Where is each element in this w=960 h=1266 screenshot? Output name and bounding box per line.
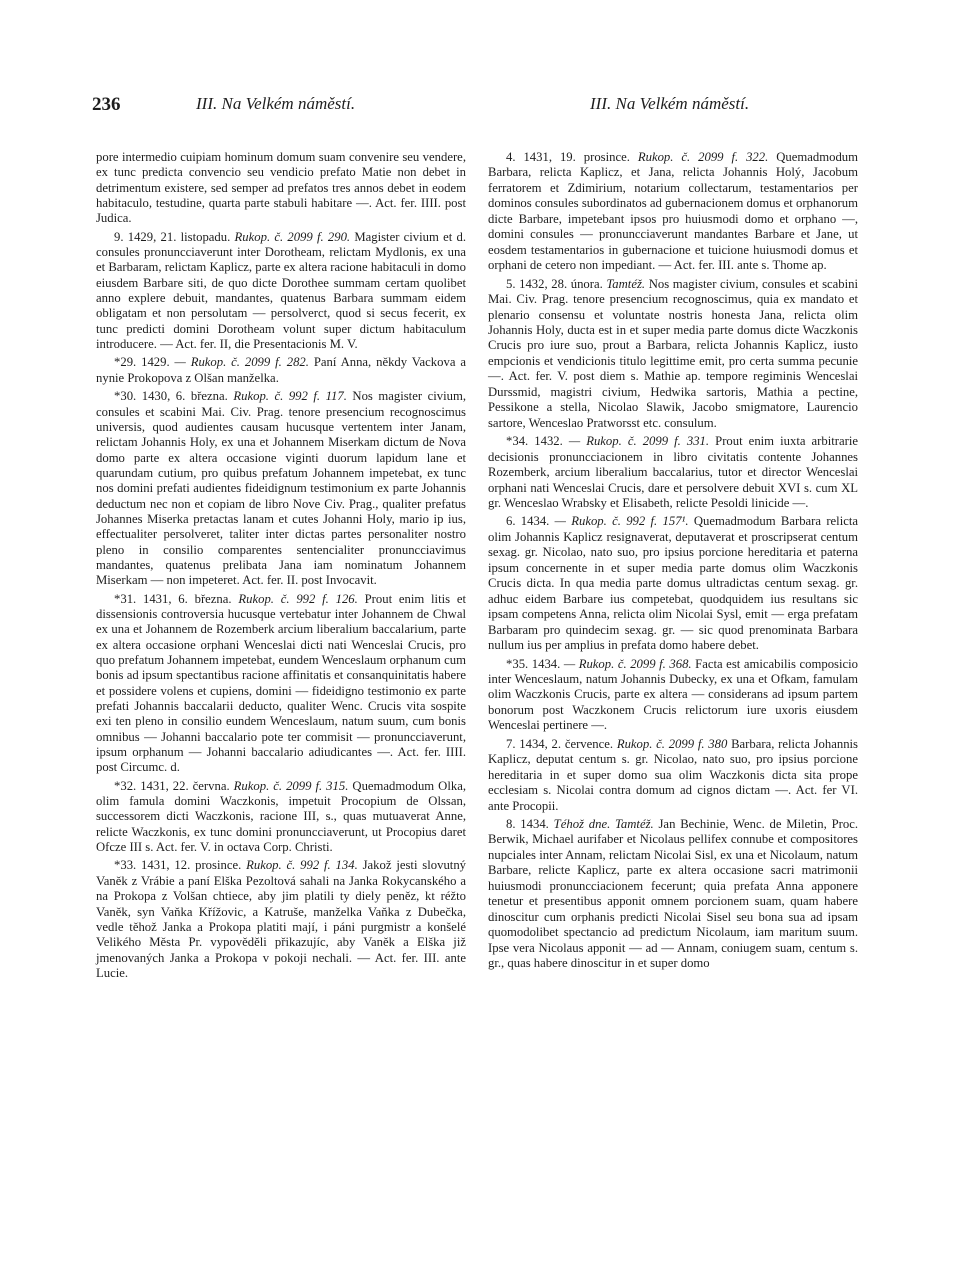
entry-heading: *35. 1434. <box>506 656 561 671</box>
entry-paragraph <box>96 858 466 981</box>
entry-source: — Rukop. č. 2099 f. 282. <box>174 355 309 370</box>
entry-text: Nos magister civium, consules et scabini Mai. Civ. Prag. tenore presencium recognoscimus universis, quod audientes causam hucusque vertentem inter Janam, relictam Johannis Holy, ex una et Johannem Miserkam dictum de Nova domo parte ex altera occasione viginti duorum lapidum lane et quarundam cutium, pro quibus prefatum Johannem impetebat, ex tunc nos domini prefati audientes fideidignum testimonium ex parte Johannis deductum nec non et copiam de libro Nove Civ. Prag., qualiter prefatus Johannes Miserka pretactas lanam et cutes Johanni Holy, mario ip ius, effectualiter persolveret, taliter inter dictas partes personaliter nostro pleno in consilio comparentes sentencialiter pronuncciavimus mandantes, quatenus prelibata Jana iam nominatum Johannem Miserkam — non impeteret. Act. fer. II. post Invocavit. <box>96 389 467 588</box>
entry-source: Rukop. č. 2099 f. 380 <box>616 736 728 751</box>
entry-paragraph <box>488 514 858 653</box>
entry-source: Rukop. č. 992 f. 117. <box>233 389 347 404</box>
entry-text: Prout enim litis et dissensionis controversia hucusque vertebatur inter Johannem de Chwal ex una et Johannem de Rozemberk arcium liberalium baccalarium, parte ex altera occasione orphani Wenceslai dicti nati Wenceslai Crucis, pro quo prefatum Johannem impetebat, eundem Wenceslaum orphanum cum bonis ad ipsum spectantibus racione affinitatis et consanquinitatis habere et possidere volens et cupiens, domini — fideidigno testimonio ex parte prefati Johannis baccalarii deducto, qualiter Wenc. Crucis vita sospite exi ten pleno in consilio eundem Wenceslaum, natum suum, cum bonis omnibus — Johanni baccalario pote ter commisit — pronuncciaverunt, ipsum orphanum — Johanni baccalario adiudicantes —. Act. fer. IIII. post Circumc. d. <box>96 591 467 775</box>
entry-heading: 5. 1432, 28. února. <box>506 276 603 291</box>
entry-text: Prout enim iuxta arbitrarie decisionis pronuncciacionem in libro civitatis contente Johannes Rozemberk, arcium liberalium baccalarius, tutor et director Wenceslai orphani nati Wenceslai Crucis, dare et persolvere debuit XVI s. cum XL gr. Wenceslao Wrabsky et Elisabeth, relicte Pesoldi linicide —. <box>488 434 859 510</box>
entry-source: — Rukop. č. 992 f. 157¹. <box>554 514 689 529</box>
entry-heading: 7. 1434, 2. července. <box>506 736 614 751</box>
right-column <box>488 150 858 972</box>
entry-heading: *30. 1430, 6. března. <box>114 389 228 404</box>
entry-text: Jakož jesti slovutný Vaněk z Vrábie a paní Elška Pezoltová sahali na Janka Rokycanského a na Prokopa z Volšan chtiece, aby jim platili ty diely peněz, kt réžto Vaněk, syn Vaňka Křížovic, a Katruše, manželka Vaňka z Dubečka, vedle těhož Janka a Prokopa platiti mají, i páni purgmistr a konšelé Velikého Města Pr. vypověděli přikazujíc, aby Vaněk a Elška již jmenovaných Janka a Prokopa v pokoji nechali. — Act. fer. III. ante Lucie. <box>96 858 467 980</box>
entry-paragraph <box>488 657 858 734</box>
entry-heading: *34. 1432. <box>506 434 563 449</box>
entry-heading: 6. 1434. <box>506 514 550 529</box>
page-number: 236 <box>92 94 121 115</box>
entry-paragraph: pore intermedio cuipiam hominum domum suam convenire seu vendere, ex tunc predicta convencio seu vendicio prefato Matie non debet in detrimentum existere, sed semper ad prefatos tres annos debet in eodem habitaculo, testudine, quarta parte stabuli habitare —. Act. fer. IIII. post Judica. <box>96 150 466 226</box>
entry-source: Rukop. č. 992 f. 126. <box>238 591 358 606</box>
entry-paragraph <box>488 817 858 972</box>
entry-text: Quemadmodum Barbara, relicta Kaplicz, et Jana, relicta Johannis Holý, Jacobum ferratorem et Zdimirium, notarium collectarum, testamentarios per dominos consules subordinatos ad gubernacionem domus et orphanorum dicte Barbare, impetebant ipsos pro huiusmodi domo et orphano —, domini consules — pronuncciaverunt mandantes Barbare et Jane, ut eosdem testamentarios in gubernacione et tuicione huiusmodi domus et orphani de cetero non impediant. — Act. fer. III. ante s. Thome ap. <box>488 150 859 273</box>
entry-text: Magister civium et d. consules pronuncciaverunt inter Dorotheam, relictam Mydlonis, ex una et Barbaram, relictam Kaplicz, parte ex altera racione habitaculi in domo eiusdem Barbare siti, de quo dicte Dorothee summam certam quolibet anno explere debuit, mandantes, quatenus Barbara summam eidem obligatam et non persolutam — persolverct, quod si secus fecerit, ex tunc predicti domini Dorotheam volunt super dictum habitaculum introducere. — Act. fer. II, die Presentacionis M. V. <box>96 229 467 352</box>
entry-heading: 8. 1434. <box>506 817 549 832</box>
entry-source: Téhož dne. Tamtéž. <box>553 817 654 832</box>
entry-source: — Rukop. č. 2099 f. 331. <box>568 434 710 449</box>
entry-text: Paní Anna, někdy Vackova a nynie Prokopova z Olšan manželka. <box>96 355 466 385</box>
entry-paragraph <box>96 779 466 856</box>
entry-paragraph <box>96 592 466 776</box>
entry-source: Rukop. č. 2099 f. 322. <box>637 150 769 164</box>
entry-heading: *31. 1431, 6. března. <box>114 591 232 606</box>
entry-paragraph <box>96 389 466 588</box>
entry-text: Barbara, relicta Johannis Kaplicz, deputat centum s. gr. Nicolao, nato suo, pro ipsius porcione hereditaria in et super domo sua olim Waczkonis dicta sita prope ecclesiam s. Nicolai contra domum ad cignos dictam —. Act. fer VI. ante Procopii. <box>488 736 858 813</box>
entry-source: — Rukop. č. 2099 f. 368. <box>563 656 692 671</box>
entry-paragraph <box>96 230 466 353</box>
entry-heading: *33. 1431, 12. prosince. <box>114 858 242 873</box>
entry-heading: 4. 1431, 19. prosince. <box>506 150 630 164</box>
entry-paragraph <box>488 277 858 432</box>
entry-source: Rukop. č. 992 f. 134. <box>246 858 358 873</box>
entry-paragraph <box>488 434 858 511</box>
entry-text: Facta est amicabilis composicio inter Wenceslaum, natum Johannis Dubecky, ex una et Ofkam, famulam olim Waczkonis Crucis, parte ex altera — considerans ad ipsum partem bonorum post Waczkonem Crucis relictorum iure uxoris eiusdem Wenceslai pertinere —. <box>488 656 859 733</box>
entry-paragraph <box>96 355 466 386</box>
entry-paragraph <box>488 150 858 274</box>
entry-source: Rukop. č. 2099 f. 290. <box>234 229 351 244</box>
entry-text: Quemadmodum Barbara relicta olim Johannis Kaplicz resignaverat, deputaverat et proscripserat centum sexag. gr. Nicolao, nato suo, pro ipsius porcione hereditaria et paterna ipsum concernente in et super media parte domus olim Waczkonis Crucis dicta. In qua media parte domus ultradictas centum sexag. gr. adhuc eidem Barbare ius competebat, quodquidem ius resultans sic ipsam competens Anna, relicta olim Nicolai Sysl, emit — erga prefatam Barbaram pro quindecim sexag. gr. — sic quod prenominata Barbara nullum ius per amplius in prefata domo habere debet. <box>488 514 859 653</box>
entry-paragraph <box>488 737 858 814</box>
entry-text: Nos magister civium, consules et scabini Mai. Civ. Prag. tenore presencium recognoscimus, quia ex mandato et plenario consensu et voluntate nostris honesta Jana, relicta olim Johannis Holy, ducta est in et super media parte domus dicte Waczkonis Crucis pro iure suo, prout a Barbara, relicta Johannis Kaplicz, iusto empcionis et vendicionis titulo legittime emit, pro certa summa pecunie —. Act. fer. V. post diem s. Mathie ap. tempore regiminis Wenceslai Durssmid, magistri civium, Hedwika sartoris, Mathia a pectine, Pessikone a stella, Nicolao Slawik, Jacobo smigmatore, Laurencio sartore, Wenceslao Pratworsst etc. consulum. <box>488 276 859 430</box>
running-head-right: III. Na Velkém náměstí. <box>590 94 750 113</box>
left-column <box>96 150 466 981</box>
entry-heading: *29. 1429. <box>114 355 170 370</box>
entry-heading: 9. 1429, 21. listopadu. <box>114 229 231 244</box>
entry-text: Quemadmodum Olka, olim famula domini Waczkonis, impetuit Procopium de Olssan, successorem dicti Waczkonis, racione III, s., quas mutuaverat Anne, relicte Waczkonis, ex tunc domini pronuncciaverunt, ut Procopius daret Ofcze III s. Act. fer. V. in octava Corp. Christi. <box>96 778 467 855</box>
page-header <box>0 92 960 120</box>
entry-source: Rukop. č. 2099 f. 315. <box>233 778 349 793</box>
entry-source: Tamtéž. <box>606 276 646 291</box>
running-head-left: III. Na Velkém náměstí. <box>196 94 356 113</box>
entry-heading: *32. 1431, 22. června. <box>114 778 230 793</box>
entry-text: Jan Bechinie, Wenc. de Miletin, Proc. Berwik, Michael aurifaber et Nicolaus pellifex connube et compositores nupciales inter Annam, relictam Nicolai Sisl, ex una et Nicolaum, natum Barbare, relicte Kaplicz, parte ex altera occasione sacri matrimonii huiusmodi pronuncciacionem fecerunt; quia prefata Anna apponere tenetur et presentibus apponit omnem porcionem suam, quam habere dinoscitur cum orphanis predicti Nicolai Sisel seu bona sua ad ipsam quomodolibet spectancio ad predictum Nicolaum, iam maritum suum. Ipse vera Nicolaus apponit — ad — Annam, coniugem suam, centum s. gr., quas habere dinoscitur in et super domo <box>488 817 859 971</box>
